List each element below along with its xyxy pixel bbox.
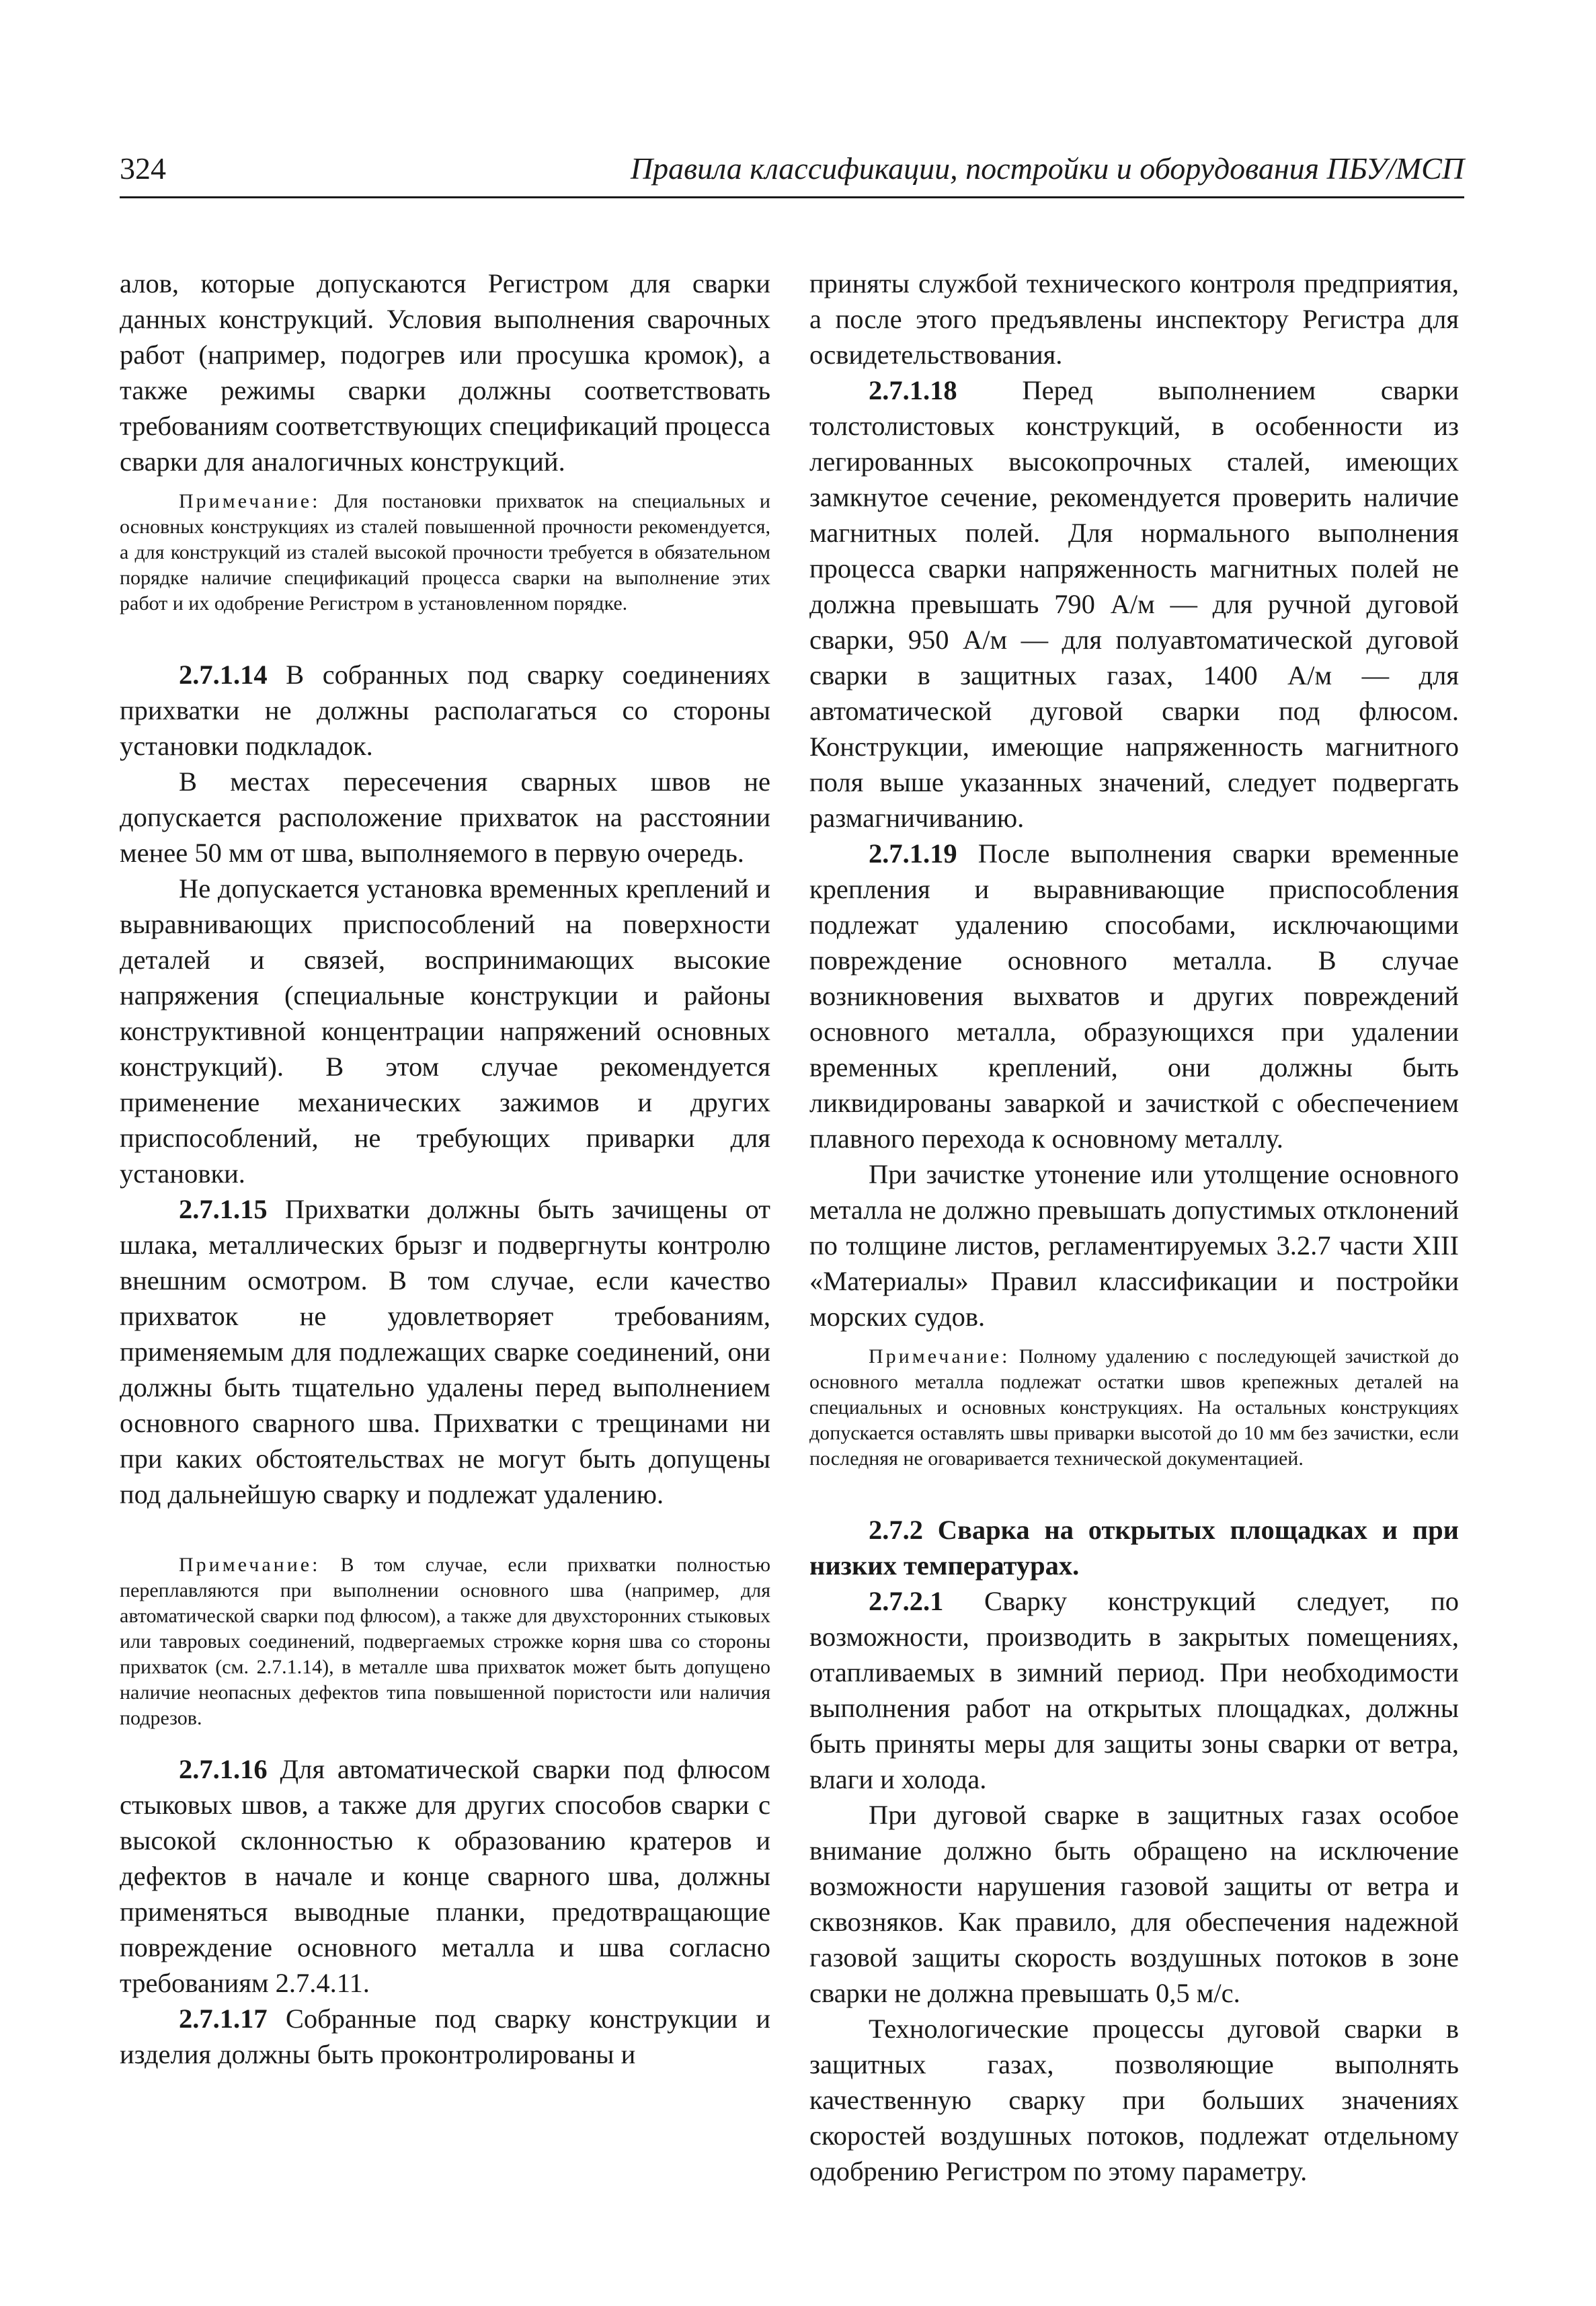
clause-text: После выполнения сварки временные крепления и выравнивающие приспособления подлежат удалению способами, исключающими повреждение основного металла. В случае возникновения выхватов и других повреждений основного металла, образующихся при удалении временных креплений, они должны быть ликвидированы заваркой и зачисткой с обеспечением плавного перехода к основному металлу. [809, 838, 1459, 1154]
clause-number: 2.7.1.16 [179, 1754, 268, 1784]
note-label: Примечание: [179, 490, 321, 512]
note-text: Полному удалению с последующей зачисткой до основного металла подлежат остатки швов крепежных деталей на специальных и основных конструкциях. На остальных конструкциях допускается оставлять швы приварки высотой до 10 мм без зачистки, если последняя не оговаривается технической документацией. [809, 1345, 1459, 1470]
clause-2-7-1-14 [120, 657, 770, 764]
clause-2-7-1-18 [809, 372, 1459, 836]
clause-text: Для автоматической сварки под флюсом стыковых швов, а также для других способов сварки с высокой склонностью к образованию кратеров и дефектов в начале и конце сварного шва, должны применяться выводные планки, предотвращающие повреждение основного металла и шва согласно требованиям 2.7.4.11. [120, 1754, 770, 1998]
clause-text: Прихватки должны быть зачищены от шлака, металлических брызг и подвергнуты контролю внешним осмотром. В том случае, если качество прихваток не удовлетворяет требованиям, применяемым для подлежащих сварке соединений, они должны быть тщательно удалены перед выполнением основного сварного шва. Прихватки с трещинами ни при каких обстоятельствах не могут быть допущены под дальнейшую сварку и подлежат удалению. [120, 1194, 770, 1509]
paragraph-continued: приняты службой технического контроля предприятия, а после этого предъявлены инспектору Регистра для освидетельствования. [809, 268, 1459, 370]
clause-2-7-2-1 [809, 1583, 1459, 1797]
paragraph-continued: алов, которые допускаются Регистром для сварки данных конструкций. Условия выполнения сварочных работ (например, подогрев или просушка кромок), а также режимы сварки должны соответствовать требованиям соответствующих спецификаций процесса сварки для аналогичных конструкций. [120, 268, 770, 477]
clause-number: 2.7.2.1 [869, 1586, 944, 1616]
paragraph: Не допускается установка временных креплений и выравнивающих приспособлений на поверхности деталей и связей, воспринимающих высокие напряжения (специальные конструкции и районы конструктивной концентрации напряжений основных конструкций). В этом случае рекомендуется применение механических зажимов и других приспособлений, не требующих приварки для установки. [120, 873, 770, 1189]
clause-number: 2.7.1.17 [179, 2003, 268, 2034]
note-text: Для постановки прихваток на специальных и основных конструкциях из сталей повышенной прочности рекомендуется, а для конструкций из сталей высокой прочности требуется в обязательном порядке наличие спецификаций процесса сварки на выполнение этих работ и их одобрение Регистром в установленном порядке. [120, 490, 770, 614]
clause-text: В собранных под сварку соединениях прихватки не должны располагаться со стороны установки подкладок. [120, 660, 770, 761]
clause-2-7-1-15 [120, 1191, 770, 1512]
note-label: Примечание: [869, 1345, 1010, 1367]
paragraph: В местах пересечения сварных швов не допускается расположение прихваток на расстоянии менее 50 мм от шва, выполняемого в первую очередь. [120, 766, 770, 868]
clause-2-7-1-17 [120, 2001, 770, 2072]
clause-text: Перед выполнением сварки толстолистовых конструкций, в особенности из легированных высокопрочных сталей, имеющих замкнутое сечение, рекомендуется проверить наличие магнитных полей. Для нормального выполнения процесса сварки напряженность магнитных полей не должна превышать 790 А/м — для ручной дуговой сварки, 950 А/м — для полуавтоматической дуговой сварки в защитных газах, 1400 А/м — для автоматической дуговой сварки под флюсом. Конструкции, имеющие напряженность магнитного поля выше указанных значений, следует подвергать размагничиванию. [809, 375, 1459, 833]
paragraph: Технологические процессы дуговой сварки в защитных газах, позволяющие выполнять качественную сварку при больших значениях скоростей воздушных потоков, подлежат отдельному одобрению Регистром по этому параметру. [809, 2014, 1459, 2186]
paragraph: При дуговой сварке в защитных газах особое внимание должно быть обращено на исключение возможности нарушения газовой защиты от ветра и сквозняков. Как правило, для обеспечения надежной газовой защиты скорость воздушных потоков в зоне сварки не должна превышать 0,5 м/с. [809, 1800, 1459, 2008]
clause-number: 2.7.1.18 [869, 375, 957, 405]
paragraph: При зачистке утонение или утолщение основного металла не должно превышать допустимых отклонений по толщине листов, регламентируемых 3.2.7 части XIII «Материалы» Правил классификации и постройки морских судов. [809, 1159, 1459, 1332]
section-title-2-7-2: 2.7.2 Сварка на открытых площадках и при низких температурах. [809, 1515, 1459, 1581]
clause-text: Собранные под сварку конструкции и изделия должны быть проконтролированы и [120, 2003, 770, 2069]
note-tack-welds-specs [120, 489, 770, 617]
clause-2-7-1-16 [120, 1751, 770, 2001]
clause-text: Сварку конструкций следует, по возможности, производить в закрытых помещениях, отапливаемых в зимний период. При необходимости выполнения работ на открытых площадках, должны быть приняты меры для защиты зоны сварки от ветра, влаги и холода. [809, 1586, 1459, 1794]
note-weld-removal [809, 1344, 1459, 1472]
note-text: В том случае, если прихватки полностью переплавляются при выполнении основного шва (например, для автоматической сварки под флюсом), а также для двухсторонних стыковых или тавровых соединений, подвергаемых строжке корня шва со стороны прихваток (см. 2.7.1.14), в металле шва прихваток может быть допущено наличие неопасных дефектов типа повышенной пористости или наличия подрезов. [120, 1554, 770, 1729]
clause-number: 2.7.1.19 [869, 838, 957, 869]
note-tack-welds-remelt [120, 1552, 770, 1731]
note-label: Примечание: [179, 1554, 321, 1576]
page-number: 324 [120, 151, 166, 186]
right-column [809, 266, 1459, 2189]
left-column [120, 266, 770, 2072]
clause-number: 2.7.1.15 [179, 1194, 268, 1224]
page-header [120, 147, 1464, 198]
clause-2-7-1-19 [809, 836, 1459, 1156]
clause-number: 2.7.1.14 [179, 660, 268, 690]
running-title: Правила классификации, постройки и оборудования ПБУ/МСП [630, 151, 1464, 186]
